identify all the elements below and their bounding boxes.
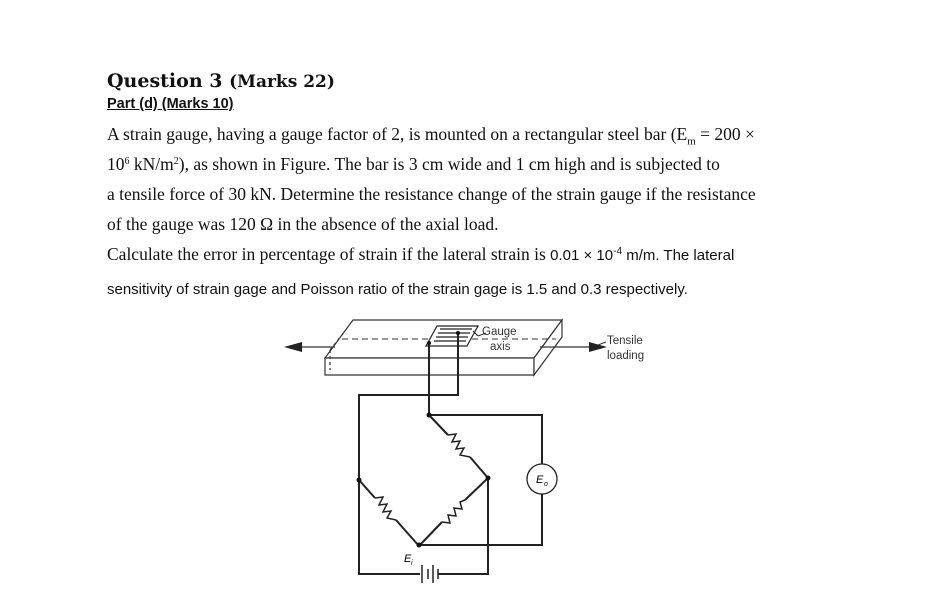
left-tension-arrow [284, 342, 335, 352]
eo-symbol: E [536, 474, 544, 486]
body-line-2: $10^6$ $kN/m^2$), as shown in Figure. The bar is 3 cm wide and 1 cm high and is subjected to [107, 154, 720, 174]
body-line-4: of the gauge was 120 Ω in the absence of the axial load. [107, 214, 499, 234]
ei-symbol: E [404, 553, 412, 565]
body-line-1: A strain gauge, having a gauge factor of 2, is mounted on a rectangular steel bar ($E_m = 200$ × [107, 124, 755, 148]
tensile-loading-label-1: Tensile [607, 335, 643, 347]
body-line-6: sensitivity of strain gage and Poisson ratio of the strain gage is 1.5 and 0.3 respectively. [107, 281, 688, 298]
question-number: Question 3 [107, 70, 223, 92]
output-voltage-meter [527, 464, 557, 494]
ei-subscript: i [411, 560, 413, 567]
body-line-3: a tensile force of 30 kN. Determine the resistance change of the strain gauge if the resistance [107, 184, 756, 204]
tensile-loading-label-2: loading [607, 350, 645, 362]
battery-source [422, 565, 438, 583]
part-heading: Part (d) (Marks 10) [107, 96, 234, 112]
gauge-resistor [448, 434, 470, 457]
body-line-5: Calculate the error in percentage of strain if the lateral strain is $0.01 \times 10^{-4}$ m/m. The lateral [107, 244, 735, 264]
question-marks: (Marks 22) [229, 72, 335, 92]
right-resistor [442, 500, 465, 523]
gauge-axis-label-1: Gauge [482, 326, 517, 338]
left-resistor [375, 497, 396, 520]
gauge-axis-label-2: axis [490, 341, 511, 353]
eo-subscript: o [544, 481, 548, 488]
